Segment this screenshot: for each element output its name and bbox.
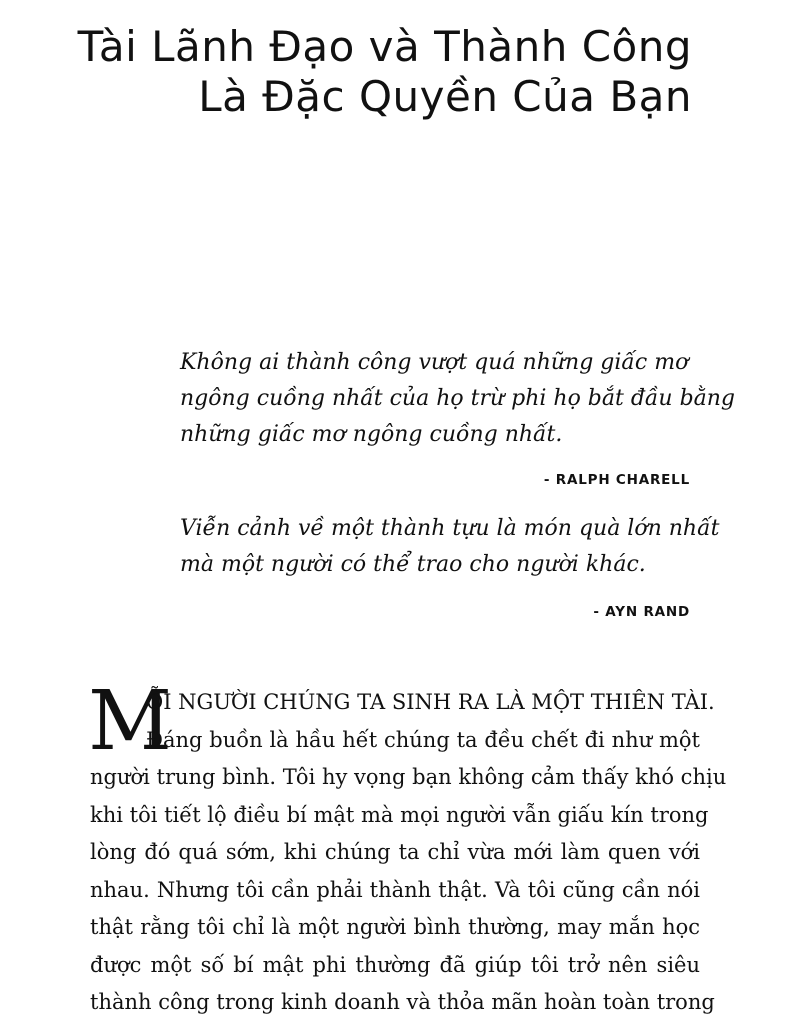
quote-attribution-2: - AYN RAND xyxy=(593,604,690,620)
quote-line: mà một người có thể trao cho người khác. xyxy=(180,552,646,577)
body-line: Đáng buồn là hầu hết chúng ta đều chết đi như một xyxy=(146,727,700,752)
epigraph-quote-1 xyxy=(180,345,736,453)
drop-cap: M xyxy=(88,674,172,769)
body-line: nhau. Nhưng tôi cần phải thành thật. Và tôi cũng cần nói xyxy=(90,877,700,902)
body-line: khi tôi tiết lộ điều bí mật mà mọi người vẫn giấu kín trong xyxy=(90,802,709,827)
body-line: người trung bình. Tôi hy vọng bạn không cảm thấy khó chịu xyxy=(90,765,727,789)
quote-line: Viễn cảnh về một thành tựu là món quà lớn nhất xyxy=(180,516,720,541)
body-line: thành công trong kinh doanh và thỏa mãn hoàn toàn trong xyxy=(90,990,715,1014)
chapter-title-line-1: Tài Lãnh Đạo và Thành Công xyxy=(77,22,692,71)
chapter-title xyxy=(78,22,692,122)
body-line: ỖI NGƯỜI CHÚNG TA SINH RA LÀ MỘT THIÊN TÀI. xyxy=(146,690,715,714)
quote-line: ngông cuồng nhất của họ trừ phi họ bắt đầu bằng xyxy=(180,386,736,411)
body-line: lòng đó quá sớm, khi chúng ta chỉ vừa mới làm quen với xyxy=(90,840,700,864)
quote-line: Không ai thành công vượt quá những giấc mơ xyxy=(180,350,689,375)
body-line: thật rằng tôi chỉ là một người bình thường, may mắn học xyxy=(90,915,700,939)
epigraph-quote-2 xyxy=(180,511,720,583)
quote-line: những giấc mơ ngông cuồng nhất. xyxy=(180,422,563,447)
chapter-title-line-2: Là Đặc Quyền Của Bạn xyxy=(198,72,692,121)
body-line: được một số bí mật phi thường đã giúp tôi trở nên siêu xyxy=(90,952,700,977)
body-paragraph xyxy=(88,674,727,1022)
quote-attribution-1: - RALPH CHARELL xyxy=(543,472,690,488)
